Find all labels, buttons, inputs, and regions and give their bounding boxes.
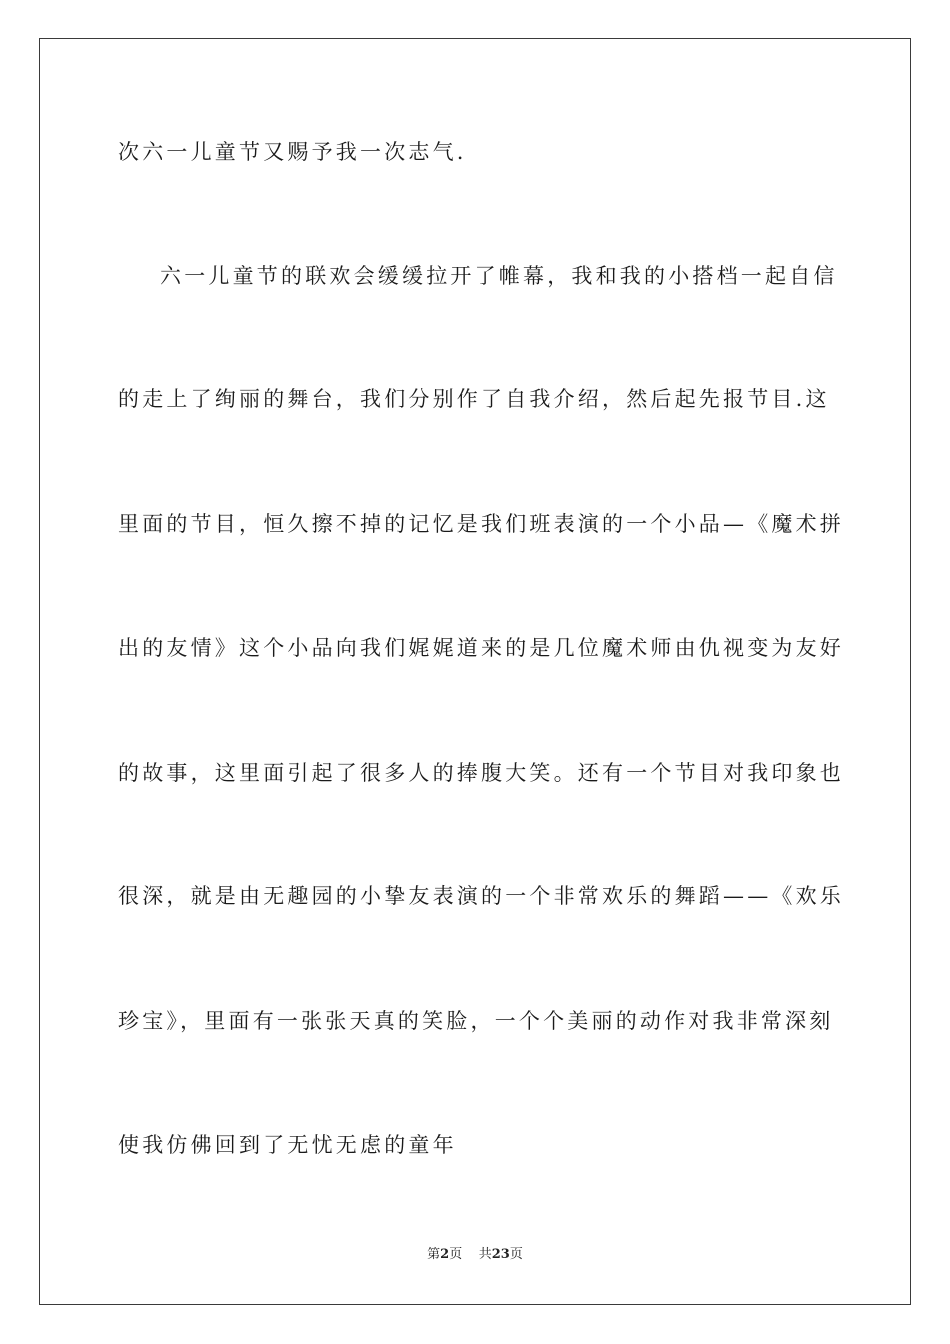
text-line-3: 的走上了绚丽的舞台，我们分别作了自我介绍，然后起先报节目.这: [118, 387, 830, 411]
total-suffix: 页: [509, 1247, 523, 1262]
text-line-1: 次六一儿童节又赐予我一次志气.: [118, 140, 467, 164]
page-footer: [0, 1246, 950, 1264]
page-border: [39, 38, 911, 1305]
text-line-9: 使我仿佛回到了无忧无虑的童年: [118, 1133, 457, 1157]
text-line-5: 出的友情》这个小品向我们娓娓道来的是几位魔术师由仇视变为友好: [118, 636, 844, 660]
text-line-8: 珍宝》，里面有一张张天真的笑脸，一个个美丽的动作对我非常深刻: [118, 1009, 834, 1033]
page-current: 2: [440, 1247, 450, 1262]
page-prefix: 第: [427, 1247, 441, 1262]
text-line-4: 里面的节目，恒久擦不掉的记忆是我们班表演的一个小品—《魔术拼: [118, 512, 844, 536]
page-total: 23: [491, 1247, 510, 1262]
text-line-2: 六一儿童节的联欢会缓缓拉开了帷幕，我和我的小搭档一起自信: [160, 264, 838, 288]
page-suffix: 页: [449, 1247, 463, 1262]
total-prefix: 共: [478, 1247, 492, 1262]
text-line-7: 很深，就是由无趣园的小挚友表演的一个非常欢乐的舞蹈——《欢乐: [118, 884, 844, 908]
text-line-6: 的故事，这里面引起了很多人的捧腹大笑。还有一个节目对我印象也: [118, 761, 844, 785]
